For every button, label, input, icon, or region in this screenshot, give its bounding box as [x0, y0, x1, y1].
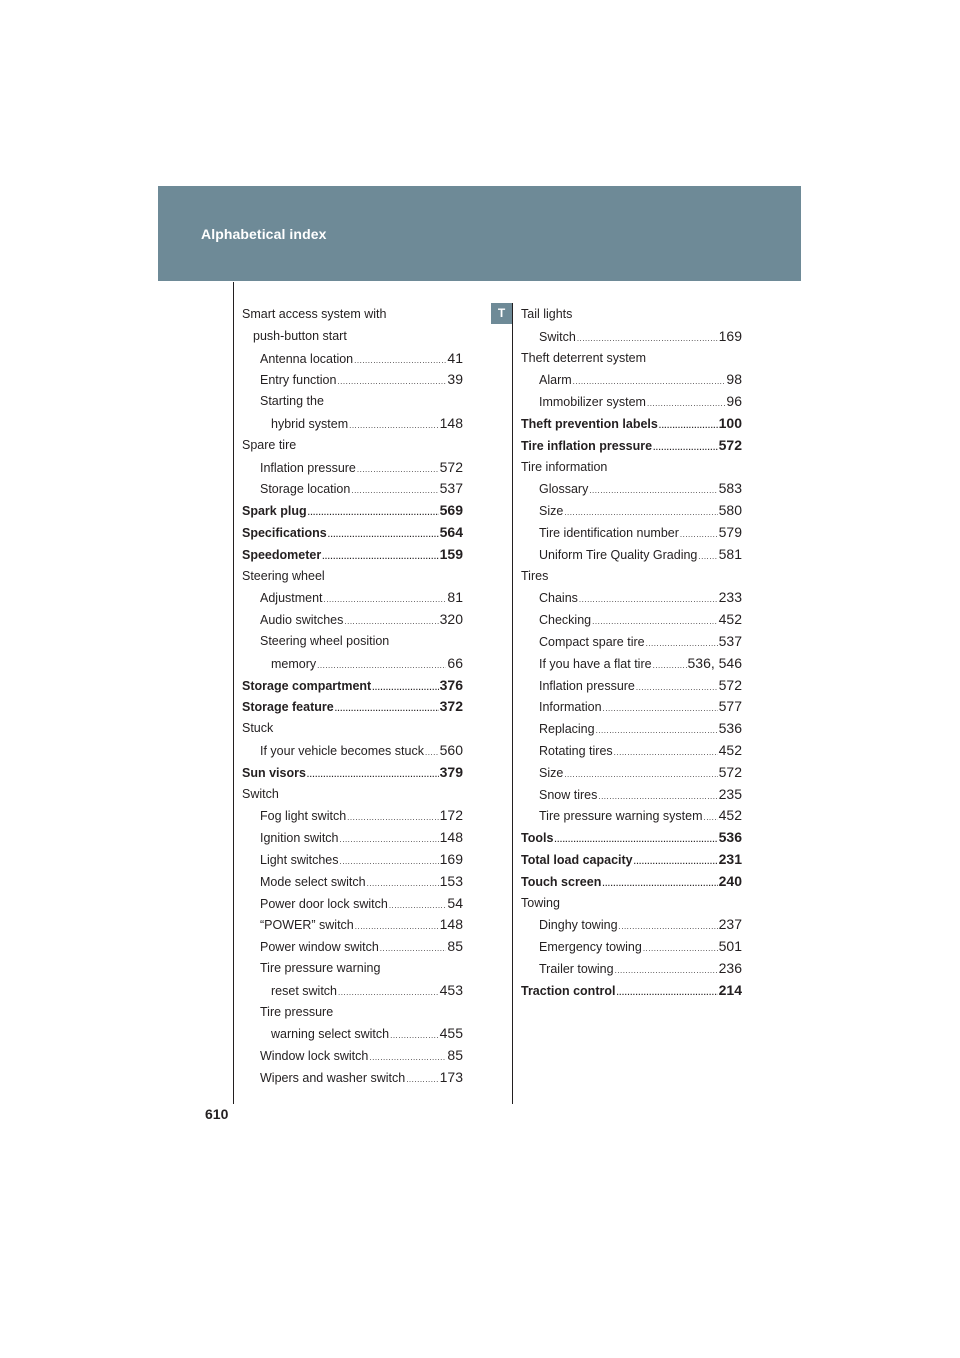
index-entry: [242, 1045, 463, 1067]
dot-leader: [554, 829, 717, 851]
index-entry: [521, 609, 742, 631]
index-entry-term: Speedometer: [242, 547, 322, 562]
index-entry-page: 376: [439, 676, 463, 693]
index-entry: [242, 871, 463, 893]
index-entry-page: 583: [718, 480, 742, 497]
dot-leader: [680, 524, 718, 546]
index-entry: [521, 435, 742, 457]
index-entry-page: 236: [718, 959, 742, 976]
dot-leader: [619, 916, 718, 938]
index-entry: [521, 413, 742, 435]
index-entry-term: Tire pressure warning system: [539, 809, 703, 824]
index-entry: [521, 326, 742, 348]
index-entry-page: 320: [439, 611, 463, 628]
index-entry: [242, 784, 463, 806]
index-entry: [521, 784, 742, 806]
index-entry: [521, 718, 742, 740]
index-entry-term: Audio switches: [260, 613, 344, 628]
index-entry-term: Fog light switch: [260, 809, 347, 824]
index-entry-term: Tire identification number: [539, 525, 679, 540]
index-entry-term: Trailer towing: [539, 961, 614, 976]
index-entry: [242, 457, 463, 479]
index-entry-term: Rotating tires: [539, 743, 613, 758]
index-entry-term: Alarm: [539, 373, 572, 388]
dot-leader: [357, 459, 439, 481]
dot-leader: [406, 1069, 438, 1091]
index-entry: [521, 522, 742, 544]
index-entry-page: 148: [439, 916, 463, 933]
index-entry: [521, 500, 742, 522]
index-entry-term: Tools: [521, 831, 554, 846]
index-entry-page: 237: [718, 916, 742, 933]
index-entry: [521, 675, 742, 697]
dot-leader: [577, 328, 718, 350]
index-entry-page: 148: [439, 829, 463, 846]
dot-leader: [564, 764, 717, 786]
index-entry-page: 214: [718, 981, 742, 998]
index-entry-page: 452: [718, 807, 742, 824]
index-entry-term: Storage location: [260, 482, 351, 497]
index-entry: [521, 653, 742, 675]
index-entry-term: Entry function: [260, 373, 337, 388]
index-entry: [242, 326, 463, 348]
index-entry: [242, 631, 463, 653]
index-entry-page: 169: [718, 327, 742, 344]
index-entry: [521, 348, 742, 370]
index-column-left: [242, 304, 463, 1089]
index-entry-term: Window lock switch: [260, 1049, 369, 1064]
dot-leader: [344, 611, 438, 633]
dot-leader: [602, 873, 717, 895]
index-entry-term: push-button start: [253, 328, 347, 343]
dot-leader: [351, 480, 438, 502]
dot-leader: [596, 720, 718, 742]
index-entry-page: 569: [439, 502, 463, 519]
index-entry-page: 98: [726, 371, 742, 388]
letter-tab: T: [491, 303, 512, 324]
dot-leader: [367, 873, 439, 895]
index-entry-term: Spare tire: [242, 437, 297, 452]
index-entry-term: Switch: [242, 786, 279, 801]
index-entry-term: memory: [271, 656, 317, 671]
index-entry-term: Size: [539, 765, 564, 780]
index-entry: [242, 369, 463, 391]
index-entry-page: 537: [439, 480, 463, 497]
index-entry-page: 233: [718, 589, 742, 606]
index-entry: [521, 566, 742, 588]
index-entry-term: Tire inflation pressure: [521, 438, 653, 453]
index-entry-term: Inflation pressure: [539, 678, 635, 693]
index-entry: [242, 1002, 463, 1024]
index-entry-page: 581: [718, 545, 742, 562]
dot-leader: [634, 851, 718, 873]
index-entry: [242, 304, 463, 326]
index-entry: [242, 609, 463, 631]
index-entry: [242, 413, 463, 435]
index-entry-term: Total load capacity: [521, 852, 633, 867]
index-entry-page: 159: [439, 545, 463, 562]
index-entry-term: Steering wheel position: [260, 633, 390, 648]
dot-leader: [636, 677, 718, 699]
dot-leader: [322, 546, 438, 568]
index-entry-term: Tire pressure: [260, 1004, 334, 1019]
index-entry: [242, 500, 463, 522]
dot-leader: [647, 393, 725, 415]
dot-leader: [372, 677, 438, 699]
dot-leader: [307, 764, 439, 786]
index-entry-page: 537: [718, 632, 742, 649]
dot-leader: [425, 742, 439, 764]
index-entry-term: Uniform Tire Quality Grading: [539, 547, 698, 562]
index-entry-term: Storage compartment: [242, 678, 372, 693]
index-entry: [521, 871, 742, 893]
index-entry-term: Storage feature: [242, 700, 334, 715]
index-entry-page: 455: [439, 1025, 463, 1042]
index-entry-page: 39: [447, 371, 463, 388]
index-entry: [242, 544, 463, 566]
header-bar: [158, 186, 801, 281]
index-entry: [242, 958, 463, 980]
index-entry: [242, 762, 463, 784]
index-entry: [521, 914, 742, 936]
dot-leader: [328, 524, 439, 546]
index-entry-term: Theft deterrent system: [521, 350, 647, 365]
dot-leader: [598, 786, 717, 808]
index-entry: [242, 391, 463, 413]
index-entry-page: 579: [718, 523, 742, 540]
dot-leader: [698, 546, 717, 568]
index-entry: [521, 369, 742, 391]
index-entry-term: Tires: [521, 568, 549, 583]
index-entry-page: 100: [718, 414, 742, 431]
index-entry: [521, 936, 742, 958]
index-entry-page: 560: [439, 741, 463, 758]
index-entry-term: Dinghy towing: [539, 918, 618, 933]
index-entry: [242, 675, 463, 697]
index-entry-term: Stuck: [242, 721, 274, 736]
dot-leader: [380, 938, 447, 960]
index-entry-term: Light switches: [260, 852, 339, 867]
dot-leader: [615, 960, 718, 982]
index-entry-term: Specifications: [242, 525, 327, 540]
index-entry: [242, 653, 463, 675]
index-entry-page: 536: [718, 829, 742, 846]
dot-leader: [340, 829, 439, 851]
dot-leader: [603, 698, 718, 720]
index-entry-term: Ignition switch: [260, 831, 339, 846]
index-entry-term: Antenna location: [260, 351, 354, 366]
index-entry-term: Tire information: [521, 459, 608, 474]
index-entry-page: 379: [439, 763, 463, 780]
index-entry-term: Checking: [539, 613, 592, 628]
index-entry-page: 85: [447, 1047, 463, 1064]
dot-leader: [573, 371, 726, 393]
dot-leader: [659, 415, 718, 437]
index-entry-term: warning select switch: [271, 1027, 390, 1042]
index-entry-term: Sun visors: [242, 765, 306, 780]
index-entry: [242, 435, 463, 457]
dot-leader: [338, 982, 439, 1004]
index-entry-term: If your vehicle becomes stuck: [260, 743, 424, 758]
dot-leader: [616, 982, 717, 1004]
index-entry-term: Adjustment: [260, 591, 323, 606]
index-entry: [521, 980, 742, 1002]
index-entry-page: 501: [718, 938, 742, 955]
index-entry-page: 96: [726, 393, 742, 410]
index-entry: [242, 936, 463, 958]
index-entry: [242, 827, 463, 849]
dot-leader: [337, 371, 446, 393]
index-entry-term: Smart access system with: [242, 307, 387, 321]
index-entry-term: Spark plug: [242, 504, 307, 519]
index-entry-page: 85: [447, 938, 463, 955]
index-entry-page: 148: [439, 414, 463, 431]
index-entry-term: reset switch: [271, 983, 337, 998]
index-entry: [521, 893, 742, 915]
dot-leader: [308, 502, 439, 524]
dot-leader: [579, 589, 718, 611]
index-entry-term: Emergency towing: [539, 940, 642, 955]
index-entry-term: If you have a flat tire: [539, 656, 652, 671]
dot-leader: [643, 938, 718, 960]
index-column-right: [521, 304, 742, 1002]
dot-leader: [592, 611, 718, 633]
index-entry-term: Mode select switch: [260, 874, 366, 889]
column-divider: [512, 303, 513, 1104]
index-entry-term: Snow tires: [539, 787, 598, 802]
index-entry: [521, 631, 742, 653]
index-entry: [242, 849, 463, 871]
index-entry-term: Touch screen: [521, 874, 602, 889]
index-entry: [242, 522, 463, 544]
index-entry: [521, 304, 742, 326]
dot-leader: [646, 633, 718, 655]
dot-leader: [653, 437, 718, 459]
index-entry: [242, 1067, 463, 1089]
index-entry: [242, 893, 463, 915]
index-entry-term: Switch: [539, 329, 576, 344]
index-entry: [521, 696, 742, 718]
index-entry: [521, 805, 742, 827]
index-entry-term: hybrid system: [271, 416, 349, 431]
index-entry-term: Glossary: [539, 482, 589, 497]
index-entry-page: 572: [718, 676, 742, 693]
index-entry-page: 580: [718, 502, 742, 519]
index-entry-page: 153: [439, 872, 463, 889]
index-entry-page: 577: [718, 698, 742, 715]
index-entry-term: Information: [539, 700, 602, 715]
dot-leader: [589, 480, 717, 502]
dot-leader: [335, 698, 439, 720]
index-entry-page: 572: [718, 763, 742, 780]
index-entry: [521, 478, 742, 500]
index-entry: [521, 740, 742, 762]
index-entry-page: 453: [439, 981, 463, 998]
index-entry-page: 231: [718, 850, 742, 867]
index-entry: [521, 849, 742, 871]
index-entry: [242, 587, 463, 609]
dot-leader: [324, 589, 447, 611]
index-entry: [521, 544, 742, 566]
section-title: Alphabetical index: [201, 226, 327, 242]
index-entry-term: Steering wheel: [242, 568, 325, 583]
dot-leader: [703, 807, 717, 829]
index-entry-term: Wipers and washer switch: [260, 1070, 406, 1085]
index-entry-page: 452: [718, 741, 742, 758]
index-entry: [521, 827, 742, 849]
index-entry-page: 536, 546: [687, 654, 742, 671]
index-entry-term: Towing: [521, 895, 560, 910]
index-entry-term: Tail lights: [521, 307, 573, 321]
dot-leader: [389, 895, 447, 917]
index-entry: [242, 478, 463, 500]
dot-leader: [347, 807, 438, 829]
index-entry-page: 235: [718, 785, 742, 802]
index-entry-page: 572: [718, 436, 742, 453]
page-number: 610: [205, 1106, 229, 1122]
index-entry: [242, 740, 463, 762]
index-entry-term: Size: [539, 504, 564, 519]
index-entry: [242, 696, 463, 718]
index-entry: [521, 457, 742, 479]
index-entry-term: “POWER” switch: [260, 918, 354, 933]
index-entry: [521, 958, 742, 980]
index-entry-term: Theft prevention labels: [521, 416, 658, 431]
index-entry: [521, 587, 742, 609]
dot-leader: [355, 916, 439, 938]
index-entry-page: 564: [439, 523, 463, 540]
index-entry: [242, 980, 463, 1002]
index-entry: [242, 348, 463, 370]
index-entry-page: 536: [718, 720, 742, 737]
index-entry-term: Chains: [539, 591, 578, 606]
index-entry-page: 54: [447, 894, 463, 911]
index-entry: [242, 718, 463, 740]
dot-leader: [390, 1025, 439, 1047]
index-entry-term: Inflation pressure: [260, 460, 356, 475]
index-entry-term: Power window switch: [260, 940, 379, 955]
dot-leader: [317, 655, 446, 677]
index-entry-term: Starting the: [260, 394, 324, 409]
index-entry-page: 81: [447, 589, 463, 606]
index-entry-page: 169: [439, 850, 463, 867]
index-entry: [242, 1023, 463, 1045]
index-entry-page: 173: [439, 1068, 463, 1085]
index-entry: [242, 914, 463, 936]
dot-leader: [354, 350, 446, 372]
dot-leader: [614, 742, 718, 764]
index-entry: [242, 566, 463, 588]
index-entry-term: Power door lock switch: [260, 896, 388, 911]
index-entry-term: Tire pressure warning: [260, 960, 381, 975]
dot-leader: [349, 415, 439, 437]
index-entry: [521, 762, 742, 784]
dot-leader: [369, 1047, 446, 1069]
dot-leader: [564, 502, 717, 524]
column-divider: [233, 282, 234, 1104]
index-entry: [242, 805, 463, 827]
index-entry-page: 66: [447, 654, 463, 671]
index-entry-page: 572: [439, 458, 463, 475]
dot-leader: [340, 851, 439, 873]
index-entry-page: 41: [447, 349, 463, 366]
index-entry-term: Immobilizer system: [539, 395, 646, 410]
index-entry-term: Compact spare tire: [539, 634, 645, 649]
index-entry-page: 172: [439, 807, 463, 824]
dot-leader: [653, 655, 687, 677]
index-entry-term: Traction control: [521, 983, 616, 998]
index-entry-page: 372: [439, 698, 463, 715]
index-entry-page: 240: [718, 872, 742, 889]
index-entry-term: Replacing: [539, 722, 595, 737]
index-entry-page: 452: [718, 611, 742, 628]
index-entry: [521, 391, 742, 413]
